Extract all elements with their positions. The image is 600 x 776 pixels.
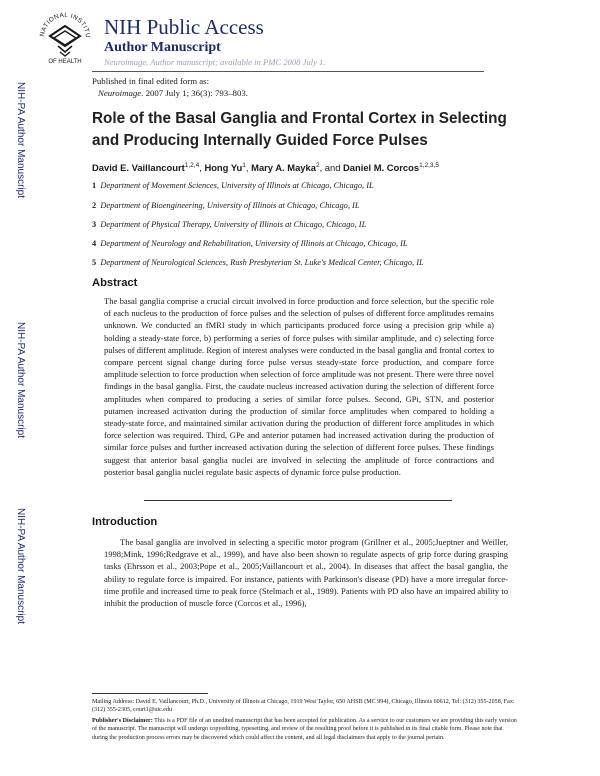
eagle-icon [50,26,80,56]
author-list [92,162,439,173]
sidebar-label-middle: NIH-PA Author Manuscript [15,322,26,438]
mailing-address: Mailing Address: David E. Vaillancourt, Ph.D., University of Illinois at Chicago, 1919 West Taylor, 650 AHSB (MC 994), Chicago, Illinois 60612, Tel: (312) 355-2058, Fax: (312) 355-2305, court1@uic.edu [92,699,515,714]
author: Daniel M. Corcos$^{1,2,3,5}$ [343,162,439,174]
journal-name: Neuroimage [98,88,142,98]
affiliation: 3 Department of Physical Therapy, University of Illinois at Chicago, Chicago, IL [92,220,367,229]
availability-note: Neuroimage. Author manuscript; available in PMC 2008 July 1. [104,57,326,67]
affiliation: 1 Department of Movement Sciences, University of Illinois at Chicago, Chicago, IL [92,181,374,190]
affiliation: 2 Department of Bioengineering, University of Illinois at Chicago, Chicago, IL [92,201,360,210]
disclaimer-text: This is a PDF file of an unedited manuscript that has been accepted for publication. As a service to our customers we are providing this early version of the manuscript. The manuscript will undergo copyediting, typesetting, and review of the resulting proof before it is published in its final citable form. Please note that during the production process errors may be discovered which could affect the content, and all legal disclaimers that apply to the journal pertain. [92,718,517,741]
author: David E. Vaillancourt$^{1,2,4}$, [92,162,205,174]
affiliation: 5 Department of Neurological Sciences, Rush Presbyterian St. Luke's Medical Center, Chicago, IL [92,258,424,267]
introduction-heading: Introduction [92,516,158,528]
article-title: Role of the Basal Ganglia and Frontal Cortex in Selecting and Producing Internally Guided Force Pulses [92,110,507,149]
sidebar-label-bottom: NIH-PA Author Manuscript [15,508,26,624]
header-subtitle: Author Manuscript [104,40,221,55]
abstract-heading: Abstract [92,277,138,289]
publication-citation [92,87,248,99]
svg-text:NATIONAL INSTITUTES [36,6,91,38]
author: Hong Yu$^1$, [204,162,252,174]
citation-details: . 2007 July 1; 36(3): 793–803. [141,88,248,98]
introduction-text: The basal ganglia are involved in selecting a specific motor program (Grillner et al., 2005;Jueptner and Weiller, 1998;Mink, 1996;Redgrave et al., 1999), and have also been shown to regulate aspects of grip force during grasping tasks (Ehrsson et al., 2003;Pope et al., 2005;Vaillancourt et al., 2004). In diseases that affect the basal ganglia, the ability to regulate force is impaired. For instance, patients with Parkinson's disease (PD) have a more irregular force-time profile and increased time to peak force (Stelmach et al., 1989). Patients with PD also have an impaired ability to inhibit the production of muscle force (Corcos et al., 1996), [104,537,508,609]
disclaimer-label: Publisher's Disclaimer: [92,718,153,724]
nih-logo [36,6,94,66]
sidebar-label-top: NIH-PA Author Manuscript [15,82,26,198]
affiliation: 4 Department of Neurology and Rehabilitation, University of Illinois at Chicago, Chicago, IL [92,239,408,248]
publication-label: Published in final edited form as: [92,76,210,86]
publication-info [92,75,248,99]
header-title: NIH Public Access [104,15,264,39]
publisher-disclaimer [92,717,518,742]
svg-text:OF HEALTH: OF HEALTH [48,59,82,65]
abstract-text: The basal ganglia comprise a crucial circuit involved in force production and force selection, but the specific role of each nucleus to the production of force pulses and the selection of pulses of different force amplitudes remains unknown. We conducted an fMRI study in which participants produced force using a precision grip while a) holding a steady-state force, b) performing a series of force pulses with similar amplitude, and c) selecting force pulses of different amplitude. Region of interest analyses were conducted in the basal ganglia and frontal cortex to compare percent signal change during force pulse versus steady-state force production, and compare force amplitude selection to force production when selection of force amplitude was not present. There were three novel findings in the basal ganglia. First, the caudate nucleus increased activation during the selection of different force amplitudes when compared to producing a series of similar force pulses. Second, GPi, STN, and posterior putamen increased activation during the production of similar force amplitudes when compared to holding a steady-state force, and maintained similar activation during the production of different force amplitudes in which force selection was required. Third, GPe and anterior putamen had increased activation during the production of similar force pulses and further increased activation during the selection of different force pulses. These findings suggest that anterior basal ganglia nuclei are involved in selecting the amplitude of force contractions and posterior basal ganglia nuclei regulate basic aspects of dynamic force pulse production. [104,296,494,477]
header-divider [92,71,484,72]
logo-arc-text: NATIONAL INSTITU [38,11,92,39]
author: Mary A. Mayka$^2$, and [251,162,344,174]
abstract-divider [144,500,452,501]
footnote-divider [92,693,208,694]
